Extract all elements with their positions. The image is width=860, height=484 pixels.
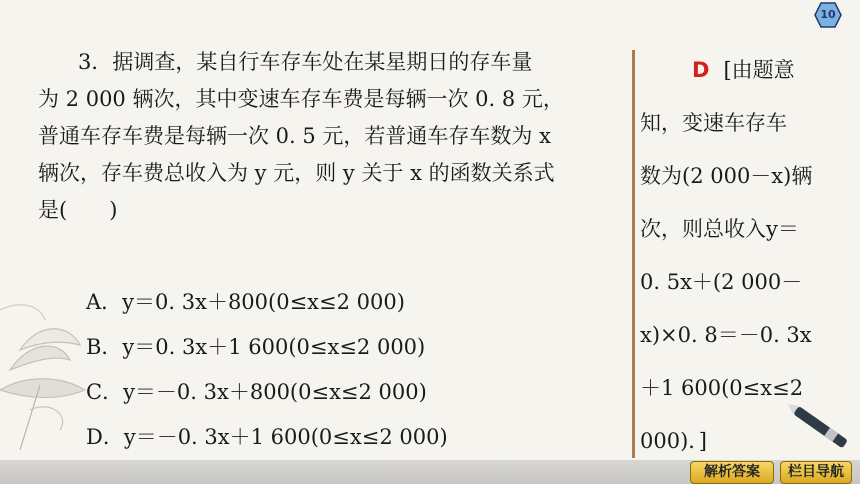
question-line: 普通车存车费是每辆一次 0. 5 元，若普通车存车数为 x — [38, 124, 551, 148]
question-line: 是( ) — [38, 198, 118, 222]
answer-letter: D — [692, 58, 710, 82]
answer-analysis-button[interactable]: 解析答案 — [690, 461, 774, 484]
page-number: 10 — [820, 8, 836, 21]
answer-line: 数为(2 000－x)辆 — [640, 164, 813, 188]
option-b: B．y＝0. 3x＋1 600(0≤x≤2 000) — [86, 335, 426, 359]
question-text — [38, 44, 626, 229]
option-c: C．y＝－0. 3x＋800(0≤x≤2 000) — [86, 380, 427, 404]
divider-line — [632, 50, 635, 458]
question-line: 3．据调查，某自行车存车处在某星期日的存车量 — [78, 50, 533, 74]
answer-line: 知，变速车存车 — [640, 111, 787, 135]
answer-line: ＋1 600(0≤x≤2 — [640, 376, 804, 400]
answer-line: 次，则总收入y＝ — [640, 217, 799, 241]
pen-icon — [780, 398, 860, 458]
answer-line: [由题意 — [723, 58, 795, 82]
answer-first-line — [640, 44, 820, 97]
question-line: 为 2 000 辆次，其中变速车存车费是每辆一次 0. 8 元， — [38, 87, 564, 111]
question-line: 辆次，存车费总收入为 y 元，则 y 关于 x 的函数关系式 — [38, 161, 555, 185]
answer-line: x)×0. 8＝－0. 3x — [640, 323, 812, 347]
answer-line: 0. 5x＋(2 000－ — [640, 270, 803, 294]
section-navigation-button[interactable]: 栏目导航 — [780, 461, 852, 484]
option-d: D．y＝－0. 3x＋1 600(0≤x≤2 000) — [86, 425, 448, 449]
answer-line: 000)．] — [640, 429, 707, 453]
option-a: A．y＝0. 3x＋800(0≤x≤2 000) — [86, 290, 405, 314]
options-list — [86, 280, 448, 460]
